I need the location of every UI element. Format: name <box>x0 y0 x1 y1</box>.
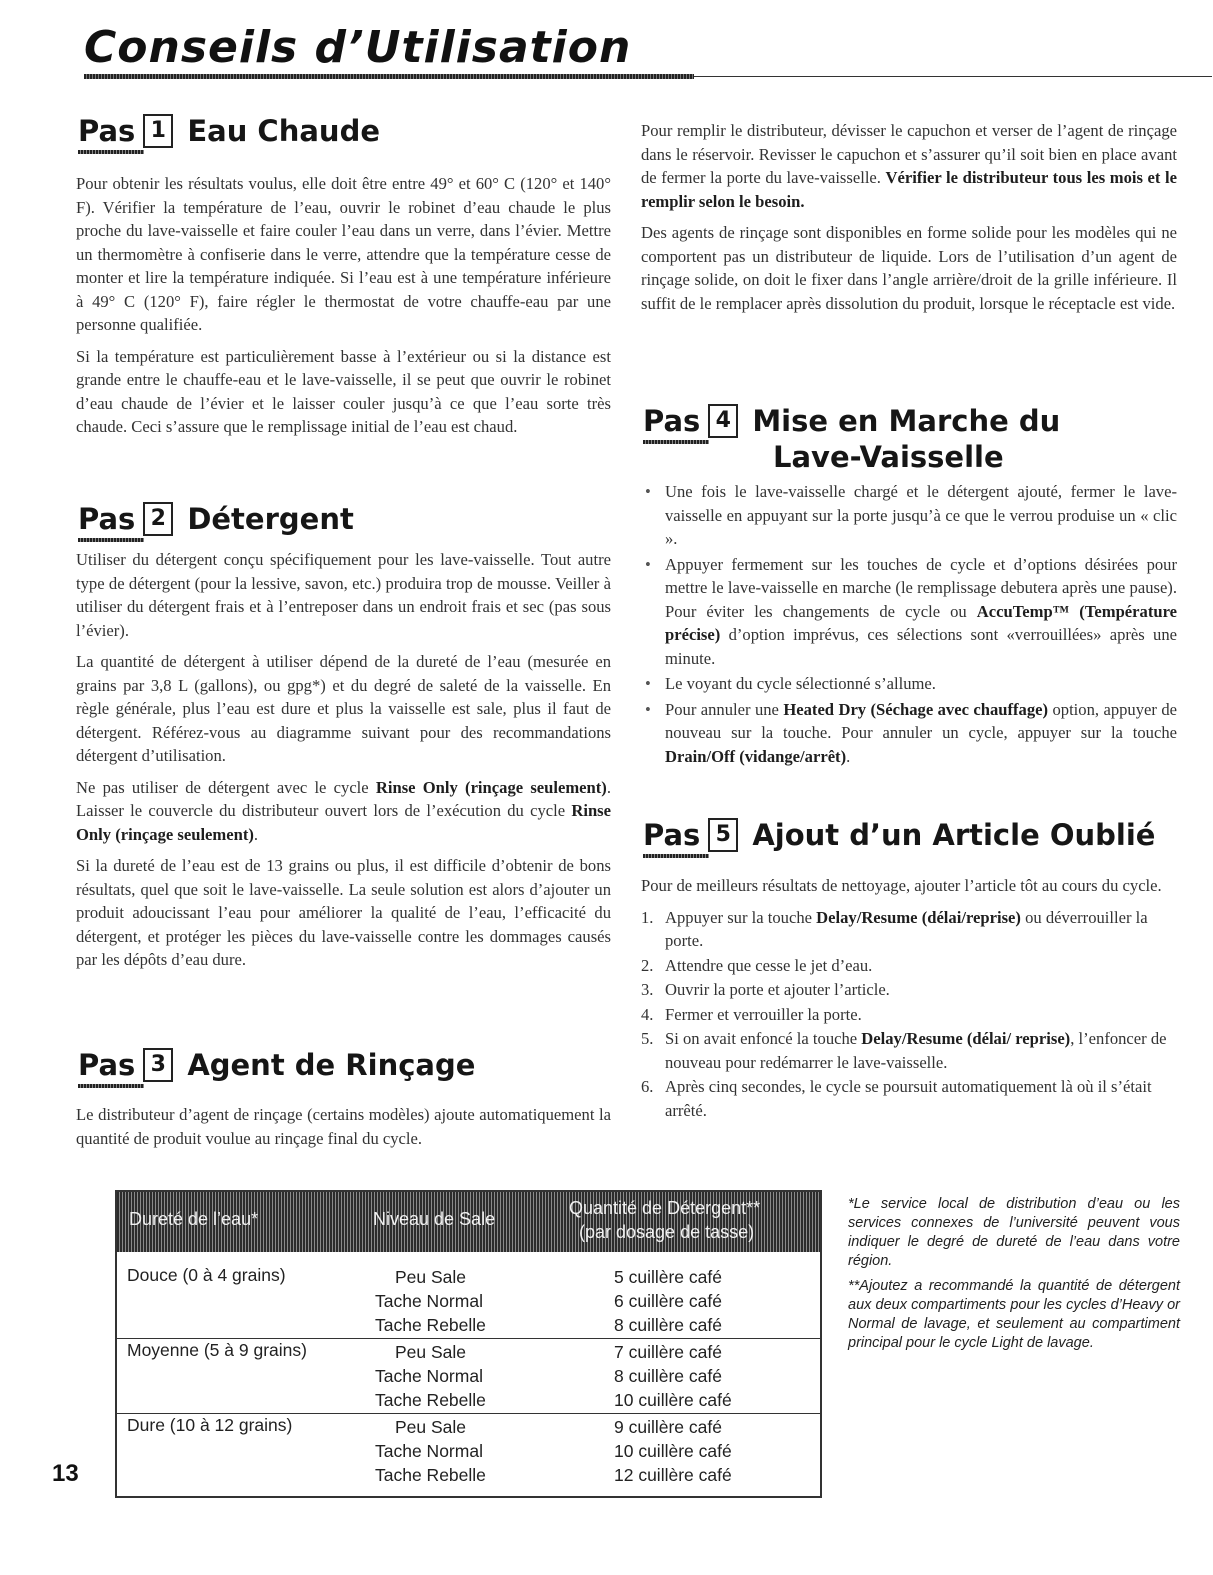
soil-level: Tache Normal <box>375 1441 483 1461</box>
soil-level: Tache Normal <box>375 1366 483 1386</box>
step3-body-left <box>76 1103 611 1158</box>
list-item <box>641 1003 1177 1027</box>
title-rule-thin <box>694 76 1212 77</box>
table-row <box>117 1339 820 1415</box>
text: Pour annuler une <box>665 699 784 719</box>
amount: 10 cuillère café <box>614 1441 732 1461</box>
step5-pas: Pas <box>643 818 701 852</box>
footnote-1: *Le service local de distribution d’eau ou les services connexes de l’université peuvent vous indiquer le degré de dureté de l’eau dans votre région. <box>848 1196 1180 1269</box>
hardness-cell: Dure (10 à 12 grains) <box>127 1415 293 1435</box>
bold-note: Vérifier le distributeur tous les mois et le remplir selon le besoin. <box>641 168 1177 211</box>
text: Ne pas utiliser de détergent avec le cycle <box>76 777 376 797</box>
amount: 9 cuillère café <box>614 1417 722 1437</box>
header-soil-level: Niveau de Sale <box>373 1209 496 1229</box>
step2-pas: Pas <box>78 502 136 536</box>
step1-paragraph-1: Pour obtenir les résultats voulus, elle doit être entre 49° et 60° C (120° et 140° F). Vérifier la température de l’eau, ouvrir le robinet d’eau chaude le plus proche du lave-vaisselle et faire couler l’eau dans un verre, dans l’évier. Mettre un thermomètre à confiserie dans le verre, attendre que la température cesse de monter et lire la température indiquée. Si l’eau est à une température inférieure à 49° C (120° F), faire régler le thermostat de votre chauffe-eau par une personne qualifiée. <box>76 174 611 334</box>
list-item <box>641 1075 1177 1122</box>
step2-underline <box>78 538 144 542</box>
step5-list <box>641 906 1177 1123</box>
rinse-only-label: Rinse Only (rinçage seulement) <box>375 777 607 797</box>
text: Ouvrir la porte et ajouter l’article. <box>665 980 890 999</box>
text: , l’enfoncer de nouveau pour redémarrer le lave-vaisselle. <box>665 1029 1167 1072</box>
step3-paragraph-2 <box>641 119 1177 213</box>
step5-underline <box>643 854 709 858</box>
text: option, appuyer de nouveau sur la touche. Pour annuler un cycle, appuyer sur la touche <box>665 699 1177 742</box>
text: Appuyer fermement sur les touches de cycle et d’options désirées pour mettre le lave-vaisselle en marche (le remplissage debutera après une pause). Pour éviter les changements de cycle ou <box>665 554 1177 621</box>
text: Attendre que cesse le jet d’eau. <box>665 955 873 975</box>
step2-paragraph-2: La quantité de détergent à utiliser dépend de la dureté de l’eau (mesurée en grains par 3,8 L (gallons), ou gpg*) et du degré de saleté de la vaisselle. En règle générale, plus l’eau est dure et plus la vaisselle est sale, plus il faut de détergent. Référez-vous au diagramme suivant pour des recommandations détergent d’utilisation. <box>76 652 611 765</box>
header-amount-sub: (par dosage de tasse) <box>579 1222 755 1242</box>
item-number: 4. <box>641 1004 654 1024</box>
step2-paragraph-1: Utiliser du détergent conçu spécifiquement pour les lave-vaisselle. Tout autre type de détergent (pour la lessive, savon, etc.) produira trop de mousse. Veiller à utiliser du détergent frais et à l’entreposer dans un endroit frais et sec (pas sous l’évier). <box>76 550 611 640</box>
step2-title: Détergent <box>187 502 354 536</box>
step3-number-box: 3 <box>143 1048 173 1082</box>
step5-heading <box>643 818 1155 852</box>
step5-body <box>641 874 1177 1123</box>
text: ou déverrouiller la porte. <box>665 907 1148 950</box>
step4-bullets <box>641 480 1177 768</box>
soil-level: Tache Rebelle <box>375 1465 486 1485</box>
text: Pour remplir le distributeur, dévisser le capuchon et verser de l’agent de rinçage dans le réservoir. Revisser le capuchon et s’assurer qu’il soit bien en place avant de fermer la porte du lave-vaisselle. <box>641 121 1177 187</box>
item-number: 6. <box>641 1077 654 1096</box>
soil-level: Tache Normal <box>375 1291 483 1311</box>
item-number: 2. <box>641 955 654 975</box>
text: Après cinq secondes, le cycle se poursuit automatiquement là où il s’était arrêté. <box>665 1077 1152 1120</box>
header-hardness: Dureté de l’eau* <box>129 1209 259 1229</box>
hardness-cell: Douce (0 à 4 grains) <box>127 1265 286 1285</box>
step4-number-box: 4 <box>708 404 738 438</box>
list-item <box>641 906 1177 953</box>
step4-pas: Pas <box>643 404 701 438</box>
table-footnotes <box>848 1195 1180 1359</box>
step1-paragraph-2: Si la température est particulièrement basse à l’extérieur ou si la distance est grande entre le chauffe-eau et le lave-vaisselle, il se peut que ouvrir le robinet d’eau chaude de l’évier et le laisser couler jusqu’à ce que l’eau sorte très chaude. Ceci s’assure que le remplissage initial de l’eau est chaud. <box>76 346 611 436</box>
detergent-table <box>115 1190 822 1498</box>
soil-level: Tache Rebelle <box>375 1390 486 1410</box>
item-number: 3. <box>641 980 654 999</box>
step2-body <box>76 548 611 980</box>
step1-pas: Pas <box>78 114 136 148</box>
text: Si on avait enfoncé la touche <box>665 1029 862 1048</box>
list-item <box>641 1027 1177 1074</box>
soil-level: Tache Rebelle <box>375 1315 486 1335</box>
heated-dry-label: Heated Dry (Séchage avec chauffage) <box>783 699 1049 719</box>
amount: 10 cuillère café <box>614 1390 732 1410</box>
list-item: • Le voyant du cycle sélectionné s’allume. <box>641 672 1177 696</box>
step2-heading <box>78 502 354 536</box>
soil-level: Peu Sale <box>395 1417 467 1437</box>
left-column <box>76 172 611 447</box>
amount: 7 cuillère café <box>614 1342 722 1362</box>
step2-paragraph-4: Si la dureté de l’eau est de 13 grains ou plus, il est difficile d’obtenir de bons résultats, quel que soit le lave-vaisselle. La seule solution est alors d’ajouter un produit adoucissant l’eau pour améliorer la qualité de l’eau, l’efficacité du détergent, et protéger les pièces du lave-vaisselle contre les dommages causés par les dépôts d’eau dure. <box>76 856 611 969</box>
amount-cell <box>614 1340 732 1412</box>
delay-resume-label: Delay/Resume (délai/reprise) <box>816 907 1021 927</box>
step3-paragraph-1: Le distributeur d’agent de rinçage (certains modèles) ajoute automatiquement la quantité de produit voulue au rinçage final du cycle. <box>76 1105 611 1148</box>
amount-cell <box>614 1265 722 1337</box>
step4-body <box>641 480 1177 770</box>
step1-number-box: 1 <box>143 114 173 148</box>
text: d’option imprévus, ces sélections sont «verrouillées» après une minute. <box>665 625 1177 668</box>
text: . <box>253 824 259 844</box>
item-number: 1. <box>641 907 654 927</box>
right-column <box>641 119 1177 323</box>
rinse-only-label: Rinse Only (rinçage seulement) <box>76 801 611 844</box>
page-title: Conseils d’Utilisation <box>84 22 632 73</box>
accutemp-label: AccuTemp™ (Température précise) <box>665 601 1178 644</box>
amount: 6 cuillère café <box>614 1291 722 1311</box>
step3-underline <box>78 1084 144 1088</box>
step4-underline <box>643 440 709 444</box>
step5-title: Ajout d’un Article Oublié <box>752 818 1156 852</box>
hardness-cell: Moyenne (5 à 9 grains) <box>127 1340 307 1360</box>
list-item <box>641 553 1177 671</box>
page-number: 13 <box>52 1460 79 1487</box>
soil-level: Peu Sale <box>395 1342 467 1362</box>
table-row <box>117 1414 820 1490</box>
step5-number-box: 5 <box>708 818 738 852</box>
step2-number-box: 2 <box>143 502 173 536</box>
text: Fermer et verrouiller la porte. <box>665 1004 862 1024</box>
table-header <box>117 1192 820 1252</box>
step1-heading <box>78 114 380 148</box>
step3-paragraph-3: Des agents de rinçage sont disponibles en forme solide pour les modèles qui ne comportent pas un distributeur de liquide. Lors de l’utilisation d’un agent de rinçage solide, on doit le fixer dans l’angle arrière/droit de la grille inférieure. Il suffit de le remplacer après dissolution du produit, lorsque le réceptacle est vide. <box>641 223 1177 313</box>
step3-heading <box>78 1048 475 1082</box>
soil-level-cell <box>375 1340 525 1412</box>
text: . <box>846 746 851 766</box>
text: . Laisser le couvercle du distributeur ouvert lors de l’exécution du cycle <box>76 777 611 820</box>
step1-underline <box>78 150 144 154</box>
delay-resume-label: Delay/Resume (délai/ reprise) <box>861 1029 1071 1048</box>
amount-cell <box>614 1415 732 1487</box>
item-number: 5. <box>641 1029 654 1048</box>
title-rule <box>84 74 694 79</box>
step4-heading <box>643 404 1060 438</box>
list-item <box>641 698 1177 769</box>
header-amount: Quantité de Détergent** <box>569 1198 761 1218</box>
amount: 5 cuillère café <box>614 1267 722 1287</box>
table-row <box>117 1264 820 1340</box>
drain-off-label: Drain/Off (vidange/arrêt) <box>665 746 847 766</box>
list-item: • Une fois le lave-vaisselle chargé et le détergent ajouté, fermer le lave-vaisselle en appuyant sur la porte jusqu’à ce que le verrou produise un « clic ». <box>641 480 1177 551</box>
text: Appuyer sur la touche <box>665 907 817 927</box>
amount: 12 cuillère café <box>614 1465 732 1485</box>
soil-level-cell <box>375 1415 525 1487</box>
list-item <box>641 978 1177 1002</box>
footnote-2: **Ajoutez a recommandé la quantité de détergent aux deux compartiments pour les cycles d’Heavy or Normal de lavage, et seulement au compartiment principal pour le cycle Light de lavage. <box>848 1278 1180 1351</box>
step5-intro: Pour de meilleurs résultats de nettoyage, ajouter l’article tôt au cours du cycle. <box>641 876 1162 895</box>
step1-title: Eau Chaude <box>187 114 381 148</box>
soil-level: Peu Sale <box>395 1267 467 1287</box>
step4-title-line2: Lave-Vaisselle <box>773 440 1004 474</box>
step3-title: Agent de Rinçage <box>187 1048 476 1082</box>
amount: 8 cuillère café <box>614 1366 722 1386</box>
step2-paragraph-3 <box>76 776 611 847</box>
step3-pas: Pas <box>78 1048 136 1082</box>
amount: 8 cuillère café <box>614 1315 722 1335</box>
list-item <box>641 954 1177 978</box>
step4-title-line1: Mise en Marche du <box>752 404 1061 438</box>
soil-level-cell <box>375 1265 525 1337</box>
